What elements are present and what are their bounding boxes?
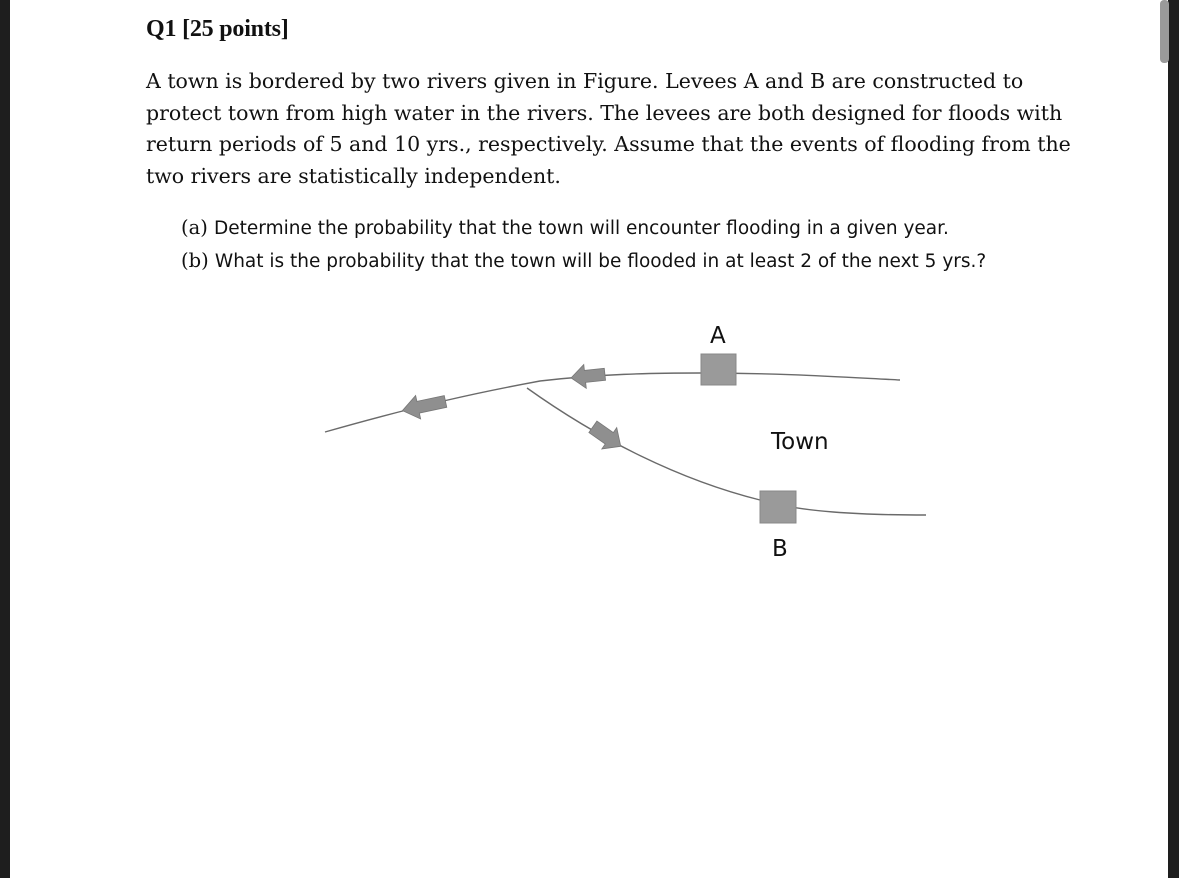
river-figure bbox=[10, 0, 1168, 878]
scrollbar-thumb[interactable] bbox=[1160, 0, 1169, 63]
part-b-label: (b) bbox=[181, 249, 209, 272]
question-title: Q1 [25 points] bbox=[146, 16, 289, 42]
levee-a bbox=[701, 354, 736, 385]
flow-arrow-icon bbox=[570, 362, 606, 389]
problem-line-4: two rivers are statistically independent. bbox=[146, 163, 561, 188]
problem-line-2: protect town from high water in the rivers. The levees are both designed for floods with bbox=[146, 100, 1063, 125]
part-a-label: (a) bbox=[181, 216, 208, 239]
problem-line-3: return periods of 5 and 10 yrs., respectively. Assume that the events of flooding from the bbox=[146, 132, 1071, 156]
levee-b-label: B bbox=[772, 536, 788, 562]
flow-arrow-icon bbox=[400, 390, 448, 423]
town-label: Town bbox=[771, 429, 829, 455]
part-b-text: What is the probability that the town will be flooded in at least 2 of the next 5 yrs.? bbox=[214, 251, 987, 272]
river-b-line bbox=[527, 388, 926, 515]
scrollbar-track[interactable] bbox=[1168, 0, 1179, 878]
flow-arrow-icon bbox=[585, 416, 628, 457]
part-a-text: Determine the probability that the town will encounter flooding in a given year. bbox=[214, 218, 949, 239]
levee-b bbox=[760, 491, 796, 523]
problem-line-1: A town is bordered by two rivers given in Figure. Levees A and B are constructed to bbox=[146, 69, 1024, 93]
document-page bbox=[10, 0, 1168, 878]
levee-a-label: A bbox=[710, 323, 726, 349]
